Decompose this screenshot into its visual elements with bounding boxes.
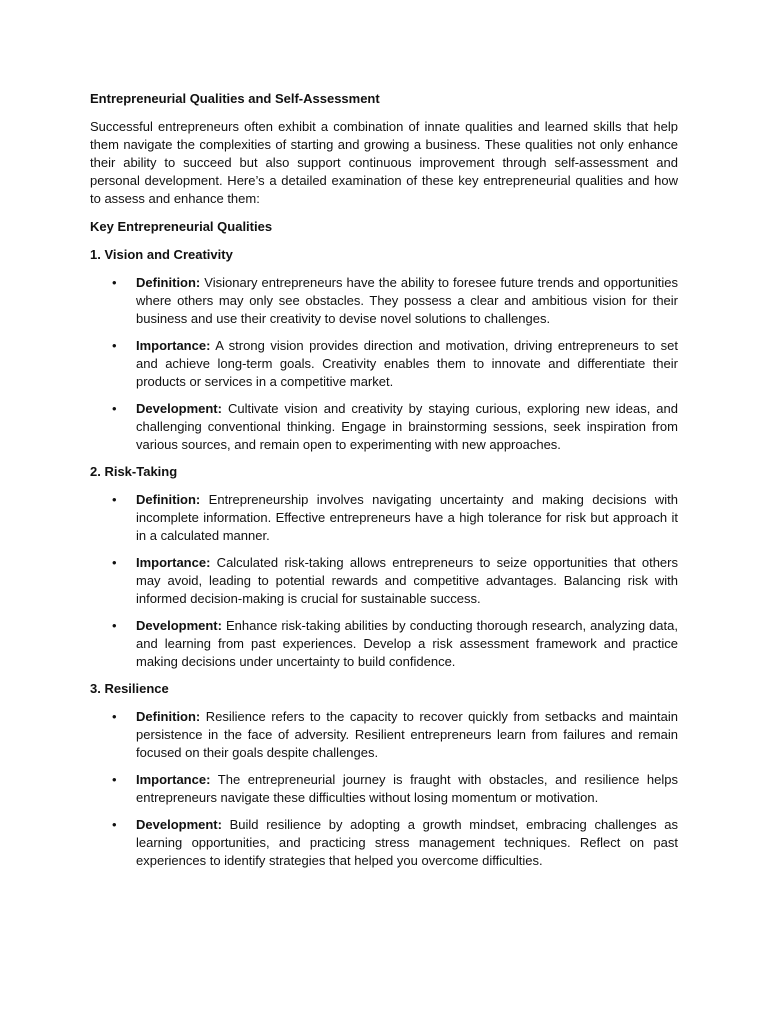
item-label: Importance: bbox=[136, 772, 211, 787]
list-item bbox=[90, 617, 678, 671]
document-title: Entrepreneurial Qualities and Self-Assessment bbox=[90, 91, 380, 106]
section-risk-taking bbox=[90, 463, 678, 671]
item-label: Definition: bbox=[136, 709, 201, 724]
list-item bbox=[90, 274, 678, 328]
section-title: 1. Vision and Creativity bbox=[90, 247, 233, 262]
item-label: Definition: bbox=[136, 492, 201, 507]
item-text: Calculated risk-taking allows entrepreneurs to seize opportunities that others may avoid, leading to potential rewards and competitive advantages. Balancing risk with informed decision-making is crucial for sustainable success. bbox=[136, 555, 678, 606]
item-label: Importance: bbox=[136, 555, 211, 570]
bullet-icon: • bbox=[112, 401, 117, 416]
item-text: Build resilience by adopting a growth mindset, embracing challenges as learning opportunities, and practicing stress management techniques. Reflect on past experiences to identify strategies that helped you overcome difficulties. bbox=[136, 817, 678, 868]
list-item bbox=[90, 708, 678, 762]
item-label: Development: bbox=[136, 817, 222, 832]
bullet-icon: • bbox=[112, 338, 117, 353]
bullet-list bbox=[90, 274, 678, 454]
list-item bbox=[90, 400, 678, 454]
list-item bbox=[90, 554, 678, 608]
section-heading: Key Entrepreneurial Qualities bbox=[90, 219, 273, 234]
list-item bbox=[90, 771, 678, 807]
item-text: A strong vision provides direction and motivation, driving entrepreneurs to set and achieve long-term goals. Creativity enables them to innovate and differentiate their products or services in a competitive market. bbox=[136, 338, 678, 389]
section-vision-creativity bbox=[90, 246, 678, 454]
item-label: Development: bbox=[136, 618, 222, 633]
list-item bbox=[90, 816, 678, 870]
list-item bbox=[90, 491, 678, 545]
intro-paragraph: Successful entrepreneurs often exhibit a combination of innate qualities and learned skills that help them navigate the complexities of starting and growing a business. These qualities not only enhance their ability to succeed but also support continuous improvement through self-assessment and personal development. Here’s a detailed examination of these key entrepreneurial qualities and how to assess and enhance them: bbox=[90, 119, 678, 206]
bullet-icon: • bbox=[112, 275, 117, 290]
document-page bbox=[90, 90, 678, 879]
item-text: Enhance risk-taking abilities by conducting thorough research, analyzing data, and learning from past experiences. Develop a risk assessment framework and practice making decisions under uncertainty to build confidence. bbox=[136, 618, 678, 669]
bullet-icon: • bbox=[112, 709, 117, 724]
bullet-icon: • bbox=[112, 817, 117, 832]
bullet-list bbox=[90, 708, 678, 870]
bullet-icon: • bbox=[112, 492, 117, 507]
item-text: Cultivate vision and creativity by staying curious, exploring new ideas, and challenging conventional thinking. Engage in brainstorming sessions, seek inspiration from various sources, and remain open to experimenting with new approaches. bbox=[136, 401, 678, 452]
item-text: Visionary entrepreneurs have the ability to foresee future trends and opportunities where others may only see obstacles. They possess a clear and ambitious vision for their business and use their creativity to devise novel solutions to challenges. bbox=[136, 275, 678, 326]
item-label: Importance: bbox=[136, 338, 211, 353]
bullet-icon: • bbox=[112, 772, 117, 787]
bullet-icon: • bbox=[112, 555, 117, 570]
section-title: 3. Resilience bbox=[90, 681, 169, 696]
bullet-list bbox=[90, 491, 678, 671]
item-label: Definition: bbox=[136, 275, 201, 290]
item-text: The entrepreneurial journey is fraught with obstacles, and resilience helps entrepreneurs navigate these difficulties without losing momentum or motivation. bbox=[136, 772, 678, 805]
item-text: Entrepreneurship involves navigating uncertainty and making decisions with incomplete information. Effective entrepreneurs have a high tolerance for risk but approach it in a calculated manner. bbox=[136, 492, 678, 543]
item-text: Resilience refers to the capacity to recover quickly from setbacks and maintain persistence in the face of adversity. Resilient entrepreneurs learn from failures and remain focused on their goals despite challenges. bbox=[136, 709, 678, 760]
list-item bbox=[90, 337, 678, 391]
section-resilience bbox=[90, 680, 678, 870]
bullet-icon: • bbox=[112, 618, 117, 633]
section-title: 2. Risk-Taking bbox=[90, 464, 178, 479]
item-label: Development: bbox=[136, 401, 222, 416]
